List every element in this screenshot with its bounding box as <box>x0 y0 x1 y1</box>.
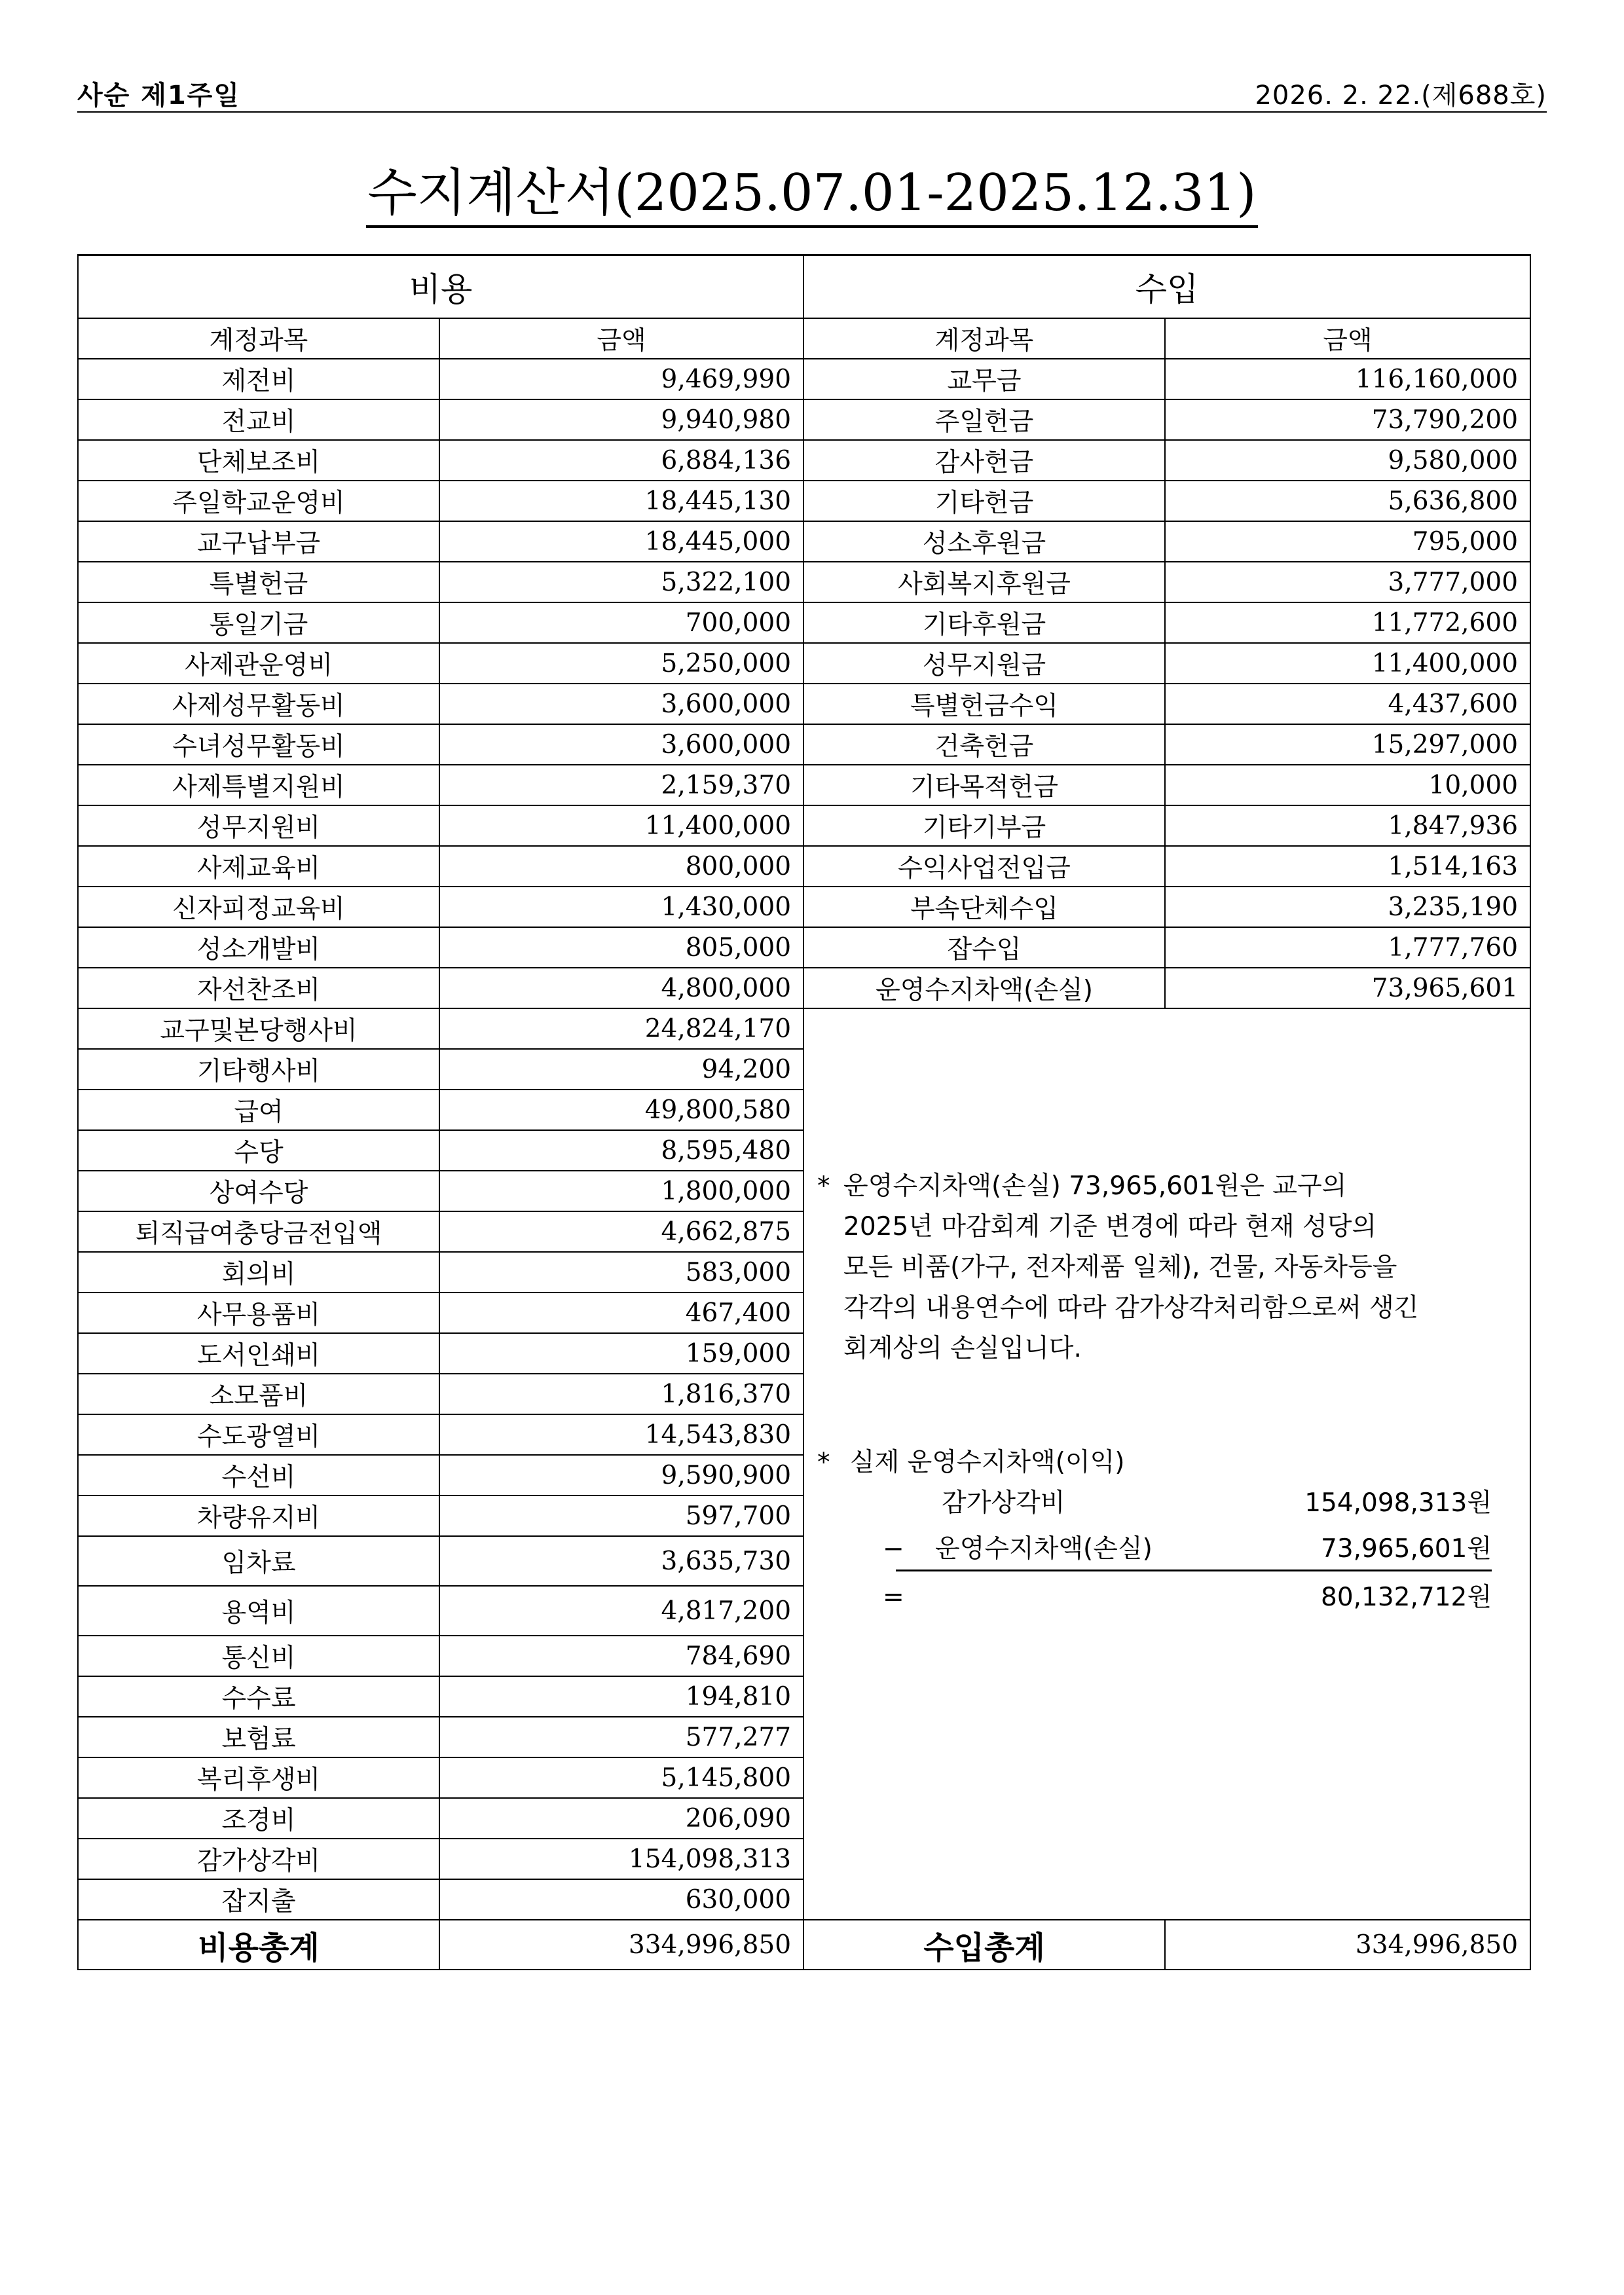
expense-account: 사무용품비 <box>78 1293 439 1333</box>
note-bullet: * <box>817 1171 830 1201</box>
income-amount: 73,790,200 <box>1165 399 1530 440</box>
expense-amount: 630,000 <box>439 1879 803 1920</box>
expense-account: 보험료 <box>78 1717 439 1757</box>
expense-account: 조경비 <box>78 1798 439 1839</box>
expense-account: 전교비 <box>78 399 439 440</box>
income-account: 성무지원금 <box>803 643 1165 684</box>
expense-account: 임차료 <box>78 1536 439 1586</box>
income-account: 사회복지후원금 <box>803 562 1165 602</box>
expense-amount: 5,250,000 <box>439 643 803 684</box>
calc-result-row <box>817 1577 1492 1618</box>
income-amount: 1,847,936 <box>1165 805 1530 846</box>
income-amount: 10,000 <box>1165 765 1530 805</box>
income-account: 잡수입 <box>803 927 1165 968</box>
expense-account-col-header: 계정과목 <box>78 318 439 359</box>
expense-amount: 24,824,170 <box>439 1008 803 1049</box>
table-row <box>78 846 1530 887</box>
expense-account: 특별헌금 <box>78 562 439 602</box>
income-amount: 116,160,000 <box>1165 359 1530 399</box>
income-account: 특별헌금수익 <box>803 684 1165 724</box>
expense-account: 성무지원비 <box>78 805 439 846</box>
calc-result-value: 80,132,712원 <box>1321 1583 1492 1612</box>
income-amount: 3,777,000 <box>1165 562 1530 602</box>
expense-amount: 4,800,000 <box>439 968 803 1008</box>
expense-amount: 94,200 <box>439 1049 803 1090</box>
calc-loss-label: 운영수지차액(손실) <box>935 1534 1153 1564</box>
expense-section-header: 비용 <box>78 255 803 319</box>
expense-amount: 206,090 <box>439 1798 803 1839</box>
income-amount: 795,000 <box>1165 521 1530 562</box>
expense-amount: 194,810 <box>439 1676 803 1717</box>
expense-amount: 583,000 <box>439 1252 803 1293</box>
expense-amount: 8,595,480 <box>439 1130 803 1171</box>
income-amount: 1,777,760 <box>1165 927 1530 968</box>
expense-amount: 1,430,000 <box>439 887 803 927</box>
table-row <box>78 724 1530 765</box>
expense-amount: 805,000 <box>439 927 803 968</box>
notes-area <box>804 1009 1530 1919</box>
income-account: 감사헌금 <box>803 440 1165 481</box>
note-line: 운영수지차액(손실) 73,965,601원은 교구의 <box>843 1171 1347 1201</box>
expense-amount: 14,543,830 <box>439 1414 803 1455</box>
expense-account: 수선비 <box>78 1455 439 1496</box>
expense-amount: 3,600,000 <box>439 724 803 765</box>
expense-amount: 6,884,136 <box>439 440 803 481</box>
income-section-header: 수입 <box>803 255 1530 319</box>
income-amount: 11,400,000 <box>1165 643 1530 684</box>
note-line: 모든 비품(가구, 전자제품 일체), 건물, 자동차등을 <box>843 1253 1397 1282</box>
income-account: 성소후원금 <box>803 521 1165 562</box>
actual-profit-title-row <box>817 1442 1511 1483</box>
income-amount: 5,636,800 <box>1165 481 1530 521</box>
expense-account: 주일학교운영비 <box>78 481 439 521</box>
expense-amount: 3,635,730 <box>439 1536 803 1586</box>
expense-account: 용역비 <box>78 1586 439 1636</box>
expense-amount: 2,159,370 <box>439 765 803 805</box>
page-title <box>0 152 1624 225</box>
calc-depreciation-label: 감가상각비 <box>942 1488 1065 1518</box>
expense-amount: 467,400 <box>439 1293 803 1333</box>
expense-account: 교구납부금 <box>78 521 439 562</box>
expense-account: 교구및본당행사비 <box>78 1008 439 1049</box>
actual-profit-title: 실제 운영수지차액(이익) <box>849 1448 1125 1477</box>
expense-amount: 1,816,370 <box>439 1374 803 1414</box>
expense-account: 회의비 <box>78 1252 439 1293</box>
income-account: 교무금 <box>803 359 1165 399</box>
expense-amount: 700,000 <box>439 602 803 643</box>
expense-amount: 597,700 <box>439 1496 803 1536</box>
table-row <box>78 765 1530 805</box>
expense-account: 통신비 <box>78 1636 439 1676</box>
income-account: 기타목적헌금 <box>803 765 1165 805</box>
expense-total-label: 비용총계 <box>78 1920 439 1970</box>
calc-loss-row <box>817 1529 1492 1570</box>
expense-account: 성소개발비 <box>78 927 439 968</box>
expense-amount: 159,000 <box>439 1333 803 1374</box>
table-row <box>78 968 1530 1008</box>
expense-account: 차량유지비 <box>78 1496 439 1536</box>
expense-amount: 18,445,130 <box>439 481 803 521</box>
table-row <box>78 440 1530 481</box>
calc-loss-value: 73,965,601원 <box>1321 1534 1492 1564</box>
income-expense-table <box>77 254 1531 1970</box>
calc-sum-rule <box>896 1570 1492 1571</box>
expense-account: 퇴직급여충당금전입액 <box>78 1211 439 1252</box>
expense-amount: 9,469,990 <box>439 359 803 399</box>
expense-amount: 5,322,100 <box>439 562 803 602</box>
income-account: 부속단체수입 <box>803 887 1165 927</box>
expense-account: 소모품비 <box>78 1374 439 1414</box>
notes-cell <box>803 1008 1530 1920</box>
expense-account: 신자피정교육비 <box>78 887 439 927</box>
expense-account: 사제관운영비 <box>78 643 439 684</box>
expense-amount: 1,800,000 <box>439 1171 803 1211</box>
bulletin-issue-label: 사순 제1주일 <box>77 81 240 111</box>
expense-amount: 577,277 <box>439 1717 803 1757</box>
income-account: 수익사업전입금 <box>803 846 1165 887</box>
expense-account: 급여 <box>78 1090 439 1130</box>
income-amount: 11,772,600 <box>1165 602 1530 643</box>
expense-account: 수당 <box>78 1130 439 1171</box>
calc-equals-sign: = <box>883 1583 904 1612</box>
expense-account: 단체보조비 <box>78 440 439 481</box>
expense-amount: 9,590,900 <box>439 1455 803 1496</box>
calc-depreciation-row <box>817 1483 1492 1524</box>
expense-account: 수도광열비 <box>78 1414 439 1455</box>
expense-account: 사제교육비 <box>78 846 439 887</box>
income-amount-col-header: 금액 <box>1165 318 1530 359</box>
income-account: 운영수지차액(손실) <box>803 968 1165 1008</box>
header-divider <box>77 111 1547 113</box>
expense-account: 기타행사비 <box>78 1049 439 1090</box>
income-amount: 1,514,163 <box>1165 846 1530 887</box>
note-line: 회계상의 손실입니다. <box>843 1334 1082 1363</box>
expense-amount: 3,600,000 <box>439 684 803 724</box>
table-row <box>78 1008 1530 1049</box>
calc-depreciation-value: 154,098,313원 <box>1304 1488 1492 1518</box>
expense-account: 상여수당 <box>78 1171 439 1211</box>
expense-total-amount: 334,996,850 <box>439 1920 803 1970</box>
expense-account: 도서인쇄비 <box>78 1333 439 1374</box>
table-row <box>78 927 1530 968</box>
bulletin-date: 2026. 2. 22.(제688호) <box>1255 81 1547 111</box>
expense-amount: 18,445,000 <box>439 521 803 562</box>
income-total-label: 수입총계 <box>803 1920 1165 1970</box>
table-row <box>78 887 1530 927</box>
depreciation-note <box>817 1166 1418 1369</box>
expense-amount-col-header: 금액 <box>439 318 803 359</box>
calc-minus-sign: − <box>883 1534 904 1564</box>
page-title-text: 수지계산서(2025.07.01-2025.12.31) <box>366 164 1257 228</box>
income-account: 기타후원금 <box>803 602 1165 643</box>
expense-amount: 49,800,580 <box>439 1090 803 1130</box>
income-amount: 73,965,601 <box>1165 968 1530 1008</box>
expense-account: 감가상각비 <box>78 1839 439 1879</box>
table-row <box>78 521 1530 562</box>
expense-account: 사제성무활동비 <box>78 684 439 724</box>
expense-account: 잡지출 <box>78 1879 439 1920</box>
expense-amount: 11,400,000 <box>439 805 803 846</box>
expense-amount: 800,000 <box>439 846 803 887</box>
expense-amount: 4,662,875 <box>439 1211 803 1252</box>
expense-amount: 5,145,800 <box>439 1757 803 1798</box>
expense-amount: 9,940,980 <box>439 399 803 440</box>
table-row <box>78 602 1530 643</box>
income-total-amount: 334,996,850 <box>1165 1920 1530 1970</box>
table-row <box>78 399 1530 440</box>
table-row <box>78 805 1530 846</box>
note-line: 각각의 내용연수에 따라 감가상각처리함으로써 생긴 <box>843 1293 1419 1323</box>
note-line: 2025년 마감회계 기준 변경에 따라 현재 성당의 <box>843 1212 1377 1241</box>
table-row <box>78 643 1530 684</box>
expense-amount: 784,690 <box>439 1636 803 1676</box>
table-row <box>78 684 1530 724</box>
totals-row <box>78 1920 1530 1970</box>
expense-amount: 4,817,200 <box>439 1586 803 1636</box>
expense-amount: 154,098,313 <box>439 1839 803 1879</box>
income-account: 기타헌금 <box>803 481 1165 521</box>
income-amount: 9,580,000 <box>1165 440 1530 481</box>
income-amount: 15,297,000 <box>1165 724 1530 765</box>
income-amount: 4,437,600 <box>1165 684 1530 724</box>
expense-account: 복리후생비 <box>78 1757 439 1798</box>
table-row <box>78 359 1530 399</box>
expense-account: 자선찬조비 <box>78 968 439 1008</box>
income-account: 주일헌금 <box>803 399 1165 440</box>
expense-account: 수녀성무활동비 <box>78 724 439 765</box>
income-account-col-header: 계정과목 <box>803 318 1165 359</box>
expense-account: 통일기금 <box>78 602 439 643</box>
actual-profit-note <box>817 1442 1511 1612</box>
expense-account: 사제특별지원비 <box>78 765 439 805</box>
income-amount: 3,235,190 <box>1165 887 1530 927</box>
income-account: 건축헌금 <box>803 724 1165 765</box>
note-bullet: * <box>817 1448 830 1477</box>
expense-account: 제전비 <box>78 359 439 399</box>
table-row <box>78 562 1530 602</box>
income-account: 기타기부금 <box>803 805 1165 846</box>
expense-account: 수수료 <box>78 1676 439 1717</box>
table-row <box>78 481 1530 521</box>
